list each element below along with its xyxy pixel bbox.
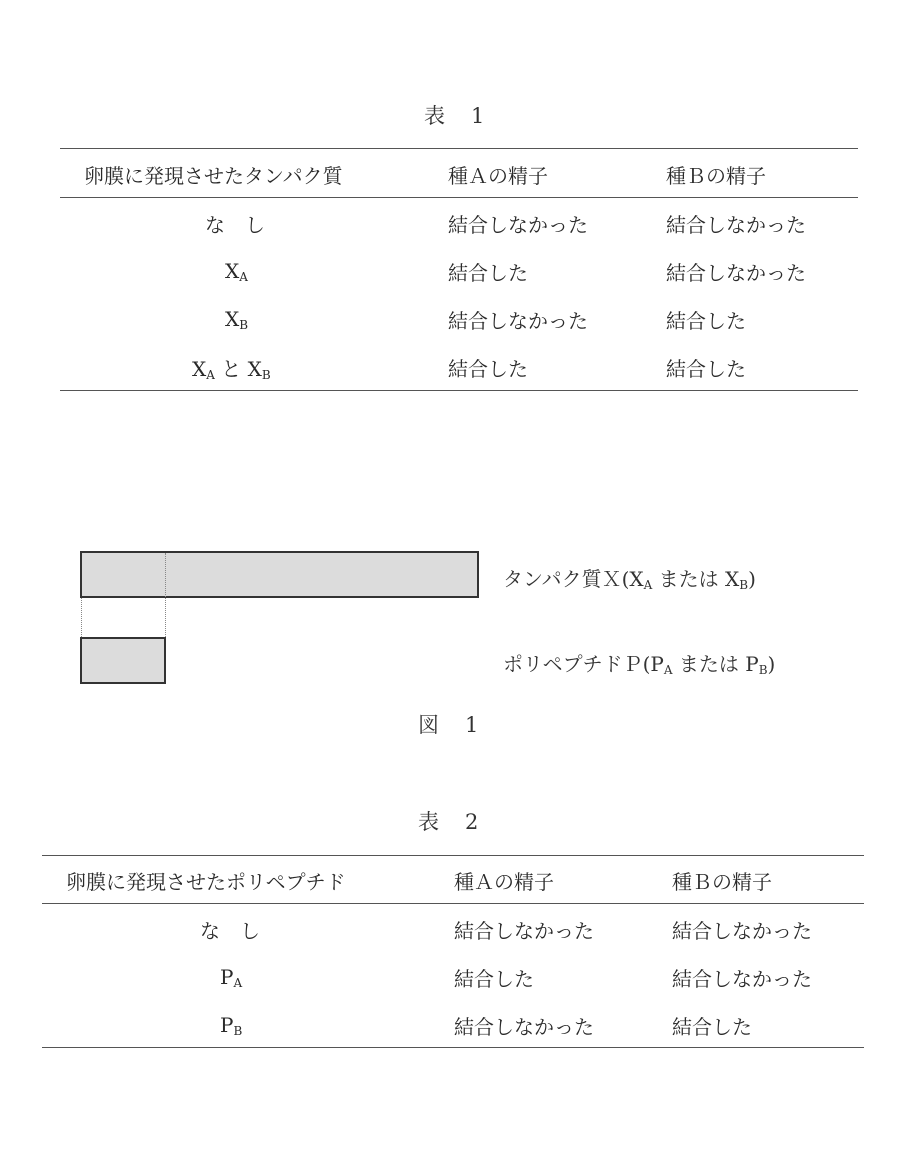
table2-caption-label: 表	[418, 810, 439, 834]
alignment-dotted-line	[165, 553, 166, 637]
protein-cell: な し	[205, 212, 265, 237]
polypeptide-p-label: ポリペプチド$P(P_A$ または $P_B$)	[503, 652, 776, 677]
protein-cell: $X_B$	[225, 306, 249, 332]
protein-cell: $X_A$	[225, 258, 248, 284]
species-b-cell: 結合しなかった	[672, 918, 812, 943]
species-b-cell: 結合した	[666, 356, 746, 381]
table1-caption-label: 表	[424, 104, 445, 128]
table2	[42, 855, 864, 1051]
species-b-cell: 結合しなかった	[666, 260, 806, 285]
protein-cell: $X_A$ と $X_B$	[192, 356, 271, 382]
species-b-cell: 結合しなかった	[666, 212, 806, 237]
table2-caption-number: 2	[465, 810, 479, 834]
protein-x-bar	[80, 551, 479, 598]
table2-header-species-a: 種Ａの精子	[454, 869, 554, 894]
table-row	[42, 905, 864, 953]
table1-header-species-b: 種Ｂの精子	[666, 163, 766, 188]
table-row	[42, 953, 864, 1001]
species-b-cell: 結合しなかった	[672, 966, 812, 991]
species-a-cell: 結合した	[448, 356, 528, 381]
table1-header-species-a: 種Ａの精子	[448, 163, 548, 188]
table1-header-protein: 卵膜に発現させたタンパク質	[84, 163, 343, 188]
species-a-cell: 結合した	[448, 260, 528, 285]
species-a-cell: 結合しなかった	[448, 308, 588, 333]
table2-header-rule	[42, 903, 864, 904]
figure1-caption-label: 図	[418, 713, 439, 737]
table2-header-polypeptide: 卵膜に発現させたポリペプチド	[66, 869, 346, 894]
polypeptide-p-bar	[80, 637, 166, 684]
species-a-cell: 結合した	[454, 966, 534, 991]
species-a-cell: 結合しなかった	[454, 918, 594, 943]
species-b-cell: 結合した	[666, 308, 746, 333]
polypeptide-cell: な し	[200, 918, 260, 943]
table-row	[42, 1001, 864, 1049]
table2-header-species-b: 種Ｂの精子	[672, 869, 772, 894]
alignment-dotted-line-left	[81, 598, 82, 637]
table2-caption	[418, 806, 478, 836]
table2-header-row	[42, 856, 864, 904]
figure1-caption-number: 1	[465, 713, 479, 737]
table1-caption-number: 1	[471, 104, 485, 128]
polypeptide-cell: $P_A$	[220, 964, 243, 990]
species-a-cell: 結合しなかった	[454, 1014, 594, 1039]
protein-x-label: タンパク質$X(X_A$ または $X_B$)	[503, 567, 756, 592]
species-b-cell: 結合した	[672, 1014, 752, 1039]
polypeptide-cell: $P_B$	[220, 1012, 243, 1038]
figure1-caption	[418, 709, 478, 739]
species-a-cell: 結合しなかった	[448, 212, 588, 237]
table2-bottom-rule	[42, 1047, 864, 1048]
